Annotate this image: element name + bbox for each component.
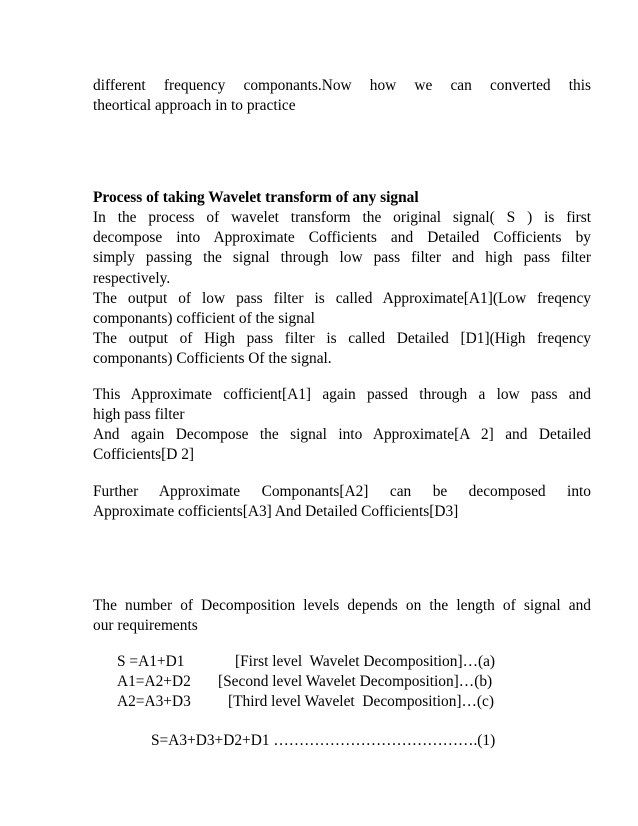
paragraph-decompose-again (93, 425, 591, 465)
paragraph-further (93, 482, 591, 522)
paragraph-line: high pass filter (93, 406, 185, 424)
paragraph-line: componants) cofficient of the signal (93, 310, 315, 328)
section-heading: Process of taking Wavelet transform of any signal (93, 189, 419, 206)
intro-line: different frequency componants.Now how we can converted this (93, 77, 591, 94)
paragraph-low-pass (93, 289, 591, 329)
equation-rhs: [First level Wavelet Decomposition]…(a) (235, 653, 496, 670)
paragraph-line: In the process of wavelet transform the original signal( S ) is first (93, 209, 591, 226)
paragraph-process (93, 208, 591, 289)
intro-line: theortical approach in to practice (93, 97, 296, 115)
equation-lhs: A1=A2+D2 (117, 673, 191, 690)
paragraph-line: componants) Cofficients Of the signal. (93, 350, 332, 368)
paragraph-approx-again (93, 385, 591, 425)
equation-lhs: S =A1+D1 (117, 653, 185, 670)
paragraph-line: And again Decompose the signal into Approximate[A 2] and Detailed (93, 426, 591, 443)
paragraph-line: Further Approximate Componants[A2] can be decomposed into (93, 483, 591, 500)
paragraph-line: The output of High pass filter is called Detailed [D1](High freqency (93, 330, 591, 347)
paragraph-line: The number of Decomposition levels depends on the length of signal and (93, 597, 591, 614)
intro-paragraph (93, 76, 591, 116)
equation-rhs: [Third level Wavelet Decomposition]…(c) (228, 693, 495, 710)
paragraph-line: Approximate cofficients[A3] And Detailed Cofficients[D3] (93, 503, 459, 521)
paragraph-line: The output of low pass filter is called Approximate[A1](Low freqency (93, 290, 591, 307)
final-equation: S=A3+D3+D2+D1 ………………………………….(1) (151, 732, 496, 749)
paragraph-line: simply passing the signal through low pass filter and high pass filter (93, 249, 591, 267)
equation-lhs: A2=A3+D3 (117, 693, 191, 710)
paragraph-line: This Approximate cofficient[A1] again passed through a low pass and (93, 386, 591, 403)
equation-rhs: [Second level Wavelet Decomposition]…(b) (218, 673, 493, 690)
paragraph-levels (93, 596, 591, 636)
paragraph-line: our requirements (93, 617, 198, 635)
paragraph-line: respectively. (93, 269, 171, 287)
paragraph-line: decompose into Approximate Cofficients and Detailed Cofficients by (93, 229, 591, 247)
paragraph-high-pass (93, 329, 591, 369)
paragraph-line: Cofficients[D 2] (93, 446, 195, 464)
